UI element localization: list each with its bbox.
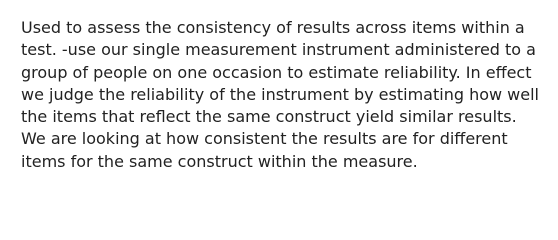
answer-text: Used to assess the consistency of results across items within a test. -use our single measurement instrument administered to a group of people on one occasion to estimate reliability. In effect we judge the reliability of the instrument by estimating how well the items that reflect the same construct yield similar results. We are looking at how consistent the results are for different items for the same construct within the measure. xyxy=(21,18,539,171)
